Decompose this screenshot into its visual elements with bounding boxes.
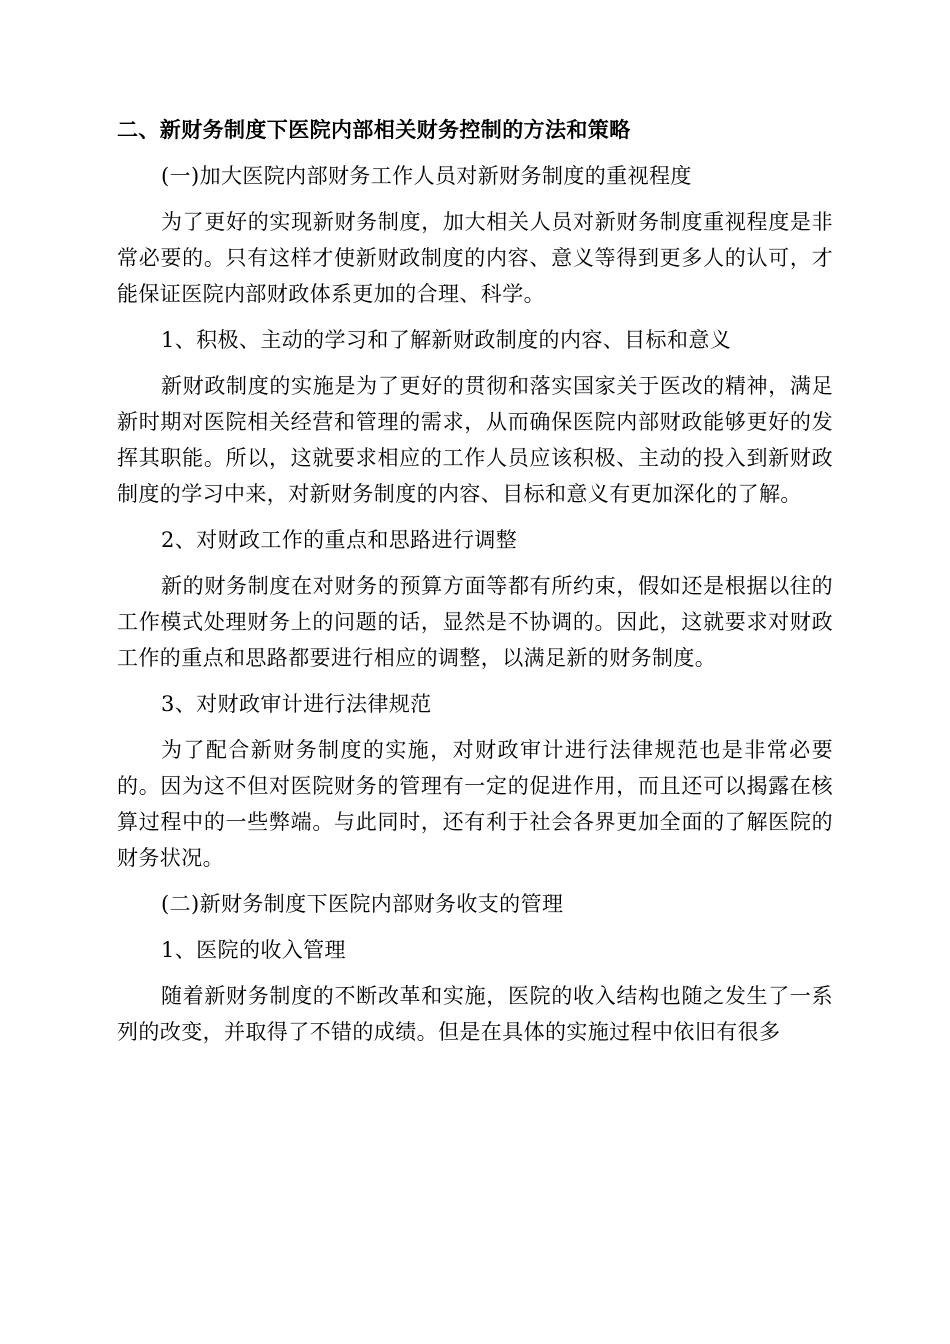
item-title-1: 1、积极、主动的学习和了解新财政制度的内容、目标和意义 xyxy=(161,328,732,352)
paragraph-5: 随着新财务制度的不断改革和实施，医院的收入结构也随之发生了一系列的改变，并取得了不错的成绩。但是在具体的实施过程中依旧有很多 xyxy=(117,984,833,1044)
subsection-title-2: (二)新财务制度下医院内部财务收支的管理 xyxy=(161,892,564,916)
section-heading: 二、新财务制度下医院内部相关财务控制的方法和策略 xyxy=(117,118,631,142)
paragraph-2: 新财政制度的实施是为了更好的贯彻和落实国家关于医改的精神，满足新时期对医院相关经营和管理的需求，从而确保医院内部财政能够更好的发挥其职能。所以，这就要求相应的工作人员应该积极、主动的投入到新财政制度的学习中来，对新财务制度的内容、目标和意义有更加深化的了解。 xyxy=(117,374,833,506)
paragraph-1: 为了更好的实现新财务制度，加大相关人员对新财务制度重视程度是非常必要的。只有这样才使新财政制度的内容、意义等得到更多人的认可，才能保证医院内部财政体系更加的合理、科学。 xyxy=(117,210,833,306)
subsection-title-1: (一)加大医院内部财务工作人员对新财务制度的重视程度 xyxy=(161,164,692,188)
item-title-2: 2、对财政工作的重点和思路进行调整 xyxy=(161,528,518,552)
paragraph-4: 为了配合新财务制度的实施，对财政审计进行法律规范也是非常必要的。因为这不但对医院财务的管理有一定的促进作用，而且还可以揭露在核算过程中的一些弊端。与此同时，还有利于社会各界更加全面的了解医院的财务状况。 xyxy=(117,738,833,870)
paragraph-3: 新的财务制度在对财务的预算方面等都有所约束，假如还是根据以往的工作模式处理财务上的问题的话，显然是不协调的。因此，这就要求对财政工作的重点和思路都要进行相应的调整，以满足新的财务制度。 xyxy=(117,574,833,670)
document-body xyxy=(117,112,833,1060)
item-title-3: 3、对财政审计进行法律规范 xyxy=(161,692,432,716)
item-title-4: 1、医院的收入管理 xyxy=(161,938,346,962)
